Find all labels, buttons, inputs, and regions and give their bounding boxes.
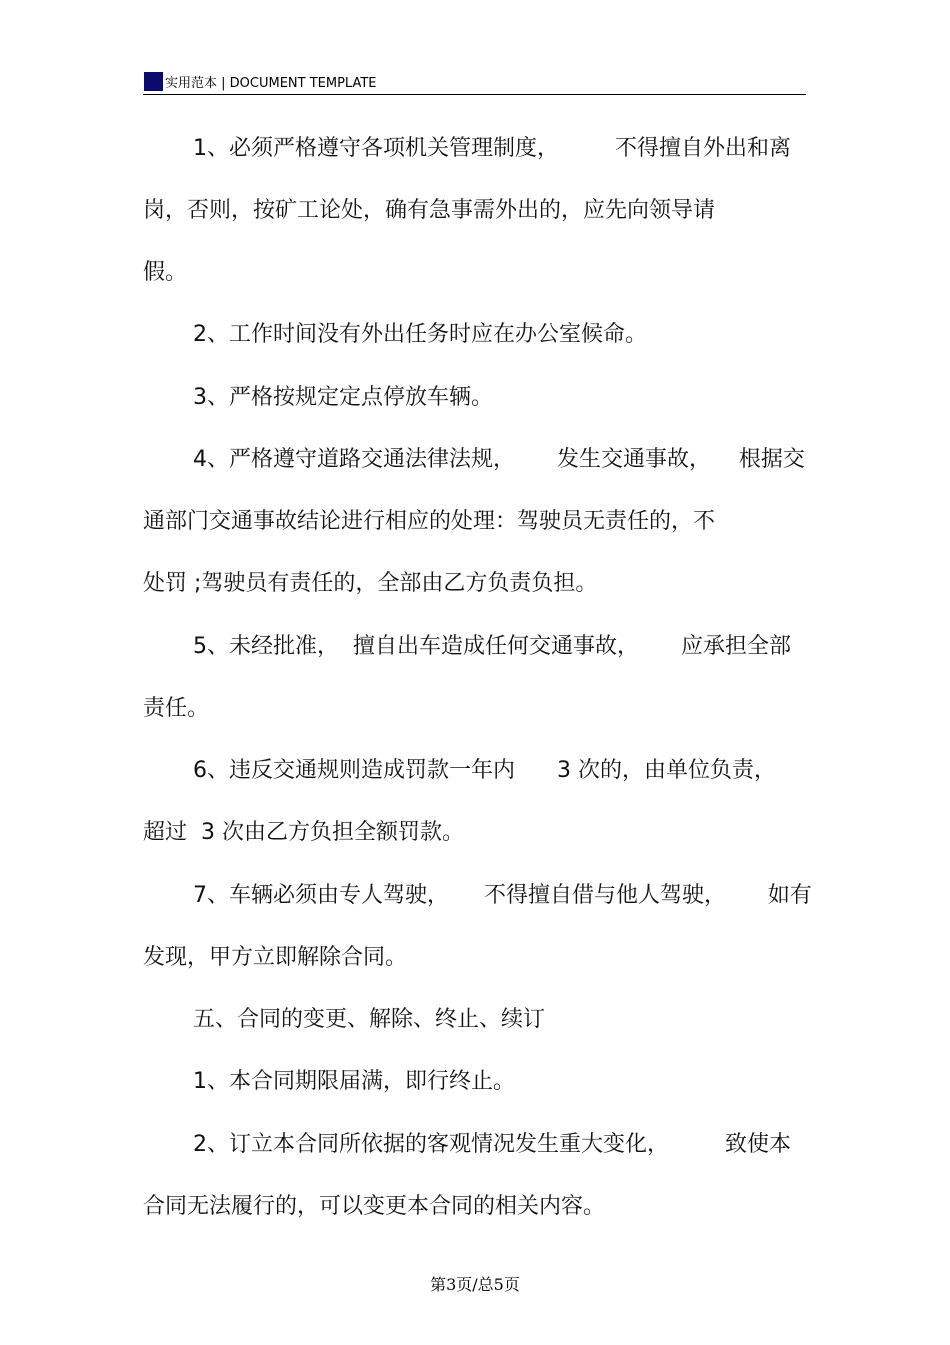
body-line-13: 7、车辆必须由专人驾驶， 不得擅自借与他人驾驶， 如有 xyxy=(193,883,812,908)
body-line-2: 岗，否则，按矿工论处，确有急事需外出的，应先向领导请 xyxy=(143,198,716,223)
page-number: 第3页/总5页 xyxy=(430,1275,520,1294)
body-line-1: 1、必须严格遵守各项机关管理制度， 不得擅自外出和离 xyxy=(193,136,791,161)
body-line-17: 2、订立本合同所依据的客观情况发生重大变化， 致使本 xyxy=(193,1132,791,1157)
body-line-12: 超过 3 次由乙方负担全额罚款。 xyxy=(143,820,464,845)
body-line-14: 发现，甲方立即解除合同。 xyxy=(143,945,408,970)
body-line-6: 4、严格遵守道路交通法律法规， 发生交通事故， 根据交 xyxy=(193,447,805,472)
body-line-9: 5、未经批准， 擅自出车造成任何交通事故， 应承担全部 xyxy=(193,634,791,659)
body-line-4: 2、工作时间没有外出任务时应在办公室候命。 xyxy=(193,322,647,347)
logo-box-icon xyxy=(144,72,163,91)
body-line-16: 1、本合同期限届满，即行终止。 xyxy=(193,1069,515,1094)
section-heading: 五、合同的变更、解除、终止、续订 xyxy=(193,1007,546,1032)
body-line-18: 合同无法履行的，可以变更本合同的相关内容。 xyxy=(143,1194,606,1219)
body-line-7: 通部门交通事故结论进行相应的处理：驾驶员无责任的，不 xyxy=(143,509,716,534)
body-line-8: 处罚 ;驾驶员有责任的，全部由乙方负责负担。 xyxy=(143,571,598,596)
body-line-10: 责任。 xyxy=(143,696,210,721)
body-line-11: 6、违反交通规则造成罚款一年内 3 次的，由单位负责， xyxy=(193,758,776,783)
header-title: 实用范本 | DOCUMENT TEMPLATE xyxy=(165,76,377,91)
page-header xyxy=(143,68,806,95)
body-line-3: 假。 xyxy=(143,260,188,285)
body-line-5: 3、严格按规定定点停放车辆。 xyxy=(193,385,493,410)
